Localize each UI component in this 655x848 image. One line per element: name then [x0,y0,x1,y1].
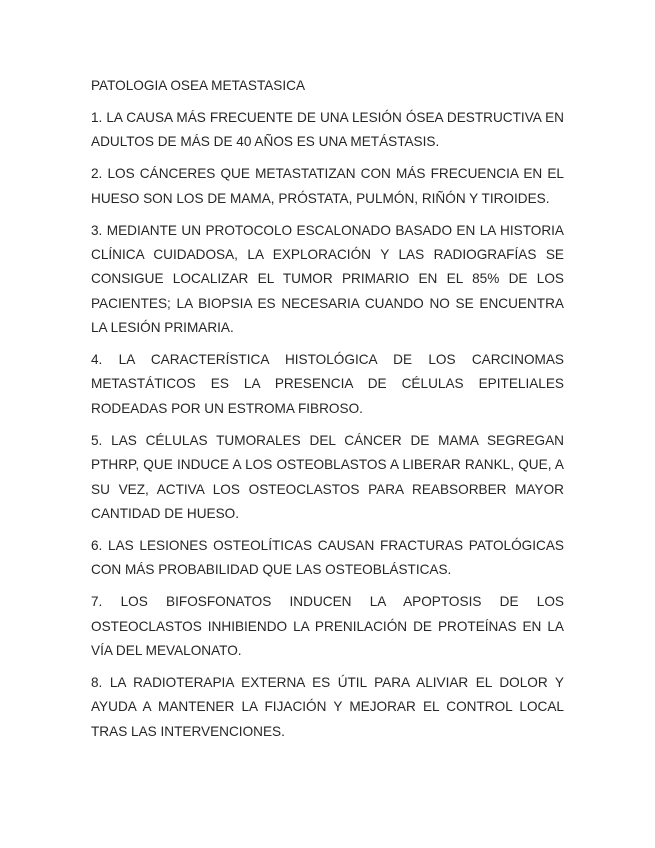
paragraph-2: 2. LOS CÁNCERES QUE METASTATIZAN CON MÁS FRECUENCIA EN EL HUESO SON LOS DE MAMA, PRÓSTATA, PULMÓN, RIÑÓN Y TIROIDES. [91,166,564,206]
document-body [91,74,564,752]
paragraph-4: 4. LA CARACTERÍSTICA HISTOLÓGICA DE LOS CARCINOMAS METASTÁTICOS ES LA PRESENCIA DE CÉLULAS EPITELIALES RODEADAS POR UN ESTROMA FIBROSO. [91,352,564,416]
paragraph-3: 3. MEDIANTE UN PROTOCOLO ESCALONADO BASADO EN LA HISTORIA CLÍNICA CUIDADOSA, LA EXPLORACIÓN Y LAS RADIOGRAFÍAS SE CONSIGUE LOCALIZAR EL TUMOR PRIMARIO EN EL 85% DE LOS PACIENTES; LA BIOPSIA ES NECESARIA CUANDO NO SE ENCUENTRA LA LESIÓN PRIMARIA. [91,222,564,336]
paragraph-1: 1. LA CAUSA MÁS FRECUENTE DE UNA LESIÓN ÓSEA DESTRUCTIVA EN ADULTOS DE MÁS DE 40 AÑOS ES UNA METÁSTASIS. [91,109,564,150]
paragraph-5: 5. LAS CÉLULAS TUMORALES DEL CÁNCER DE MAMA SEGREGAN PTHRP, QUE INDUCE A LOS OSTEOBLASTOS A LIBERAR RANKL, QUE, A SU VEZ, ACTIVA LOS OSTEOCLASTOS PARA REABSORBER MAYOR CANTIDAD DE HUESO. [91,432,564,521]
paragraph-6: 6. LAS LESIONES OSTEOLÍTICAS CAUSAN FRACTURAS PATOLÓGICAS CON MÁS PROBABILIDAD QUE LAS OSTEOBLÁSTICAS. [91,537,564,578]
paragraph-8: 8. LA RADIOTERAPIA EXTERNA ES ÚTIL PARA ALIVIAR EL DOLOR Y AYUDA A MANTENER LA FIJACIÓN Y MEJORAR EL CONTROL LOCAL TRAS LAS INTERVENCIONES. [91,674,564,739]
paragraph-7: 7. LOS BIFOSFONATOS INDUCEN LA APOPTOSIS DE LOS OSTEOCLASTOS INHIBIENDO LA PRENILACIÓN DE PROTEÍNAS EN LA VÍA DEL MEVALONATO. [91,594,564,659]
document-title: PATOLOGIA OSEA METASTASICA [91,78,306,93]
